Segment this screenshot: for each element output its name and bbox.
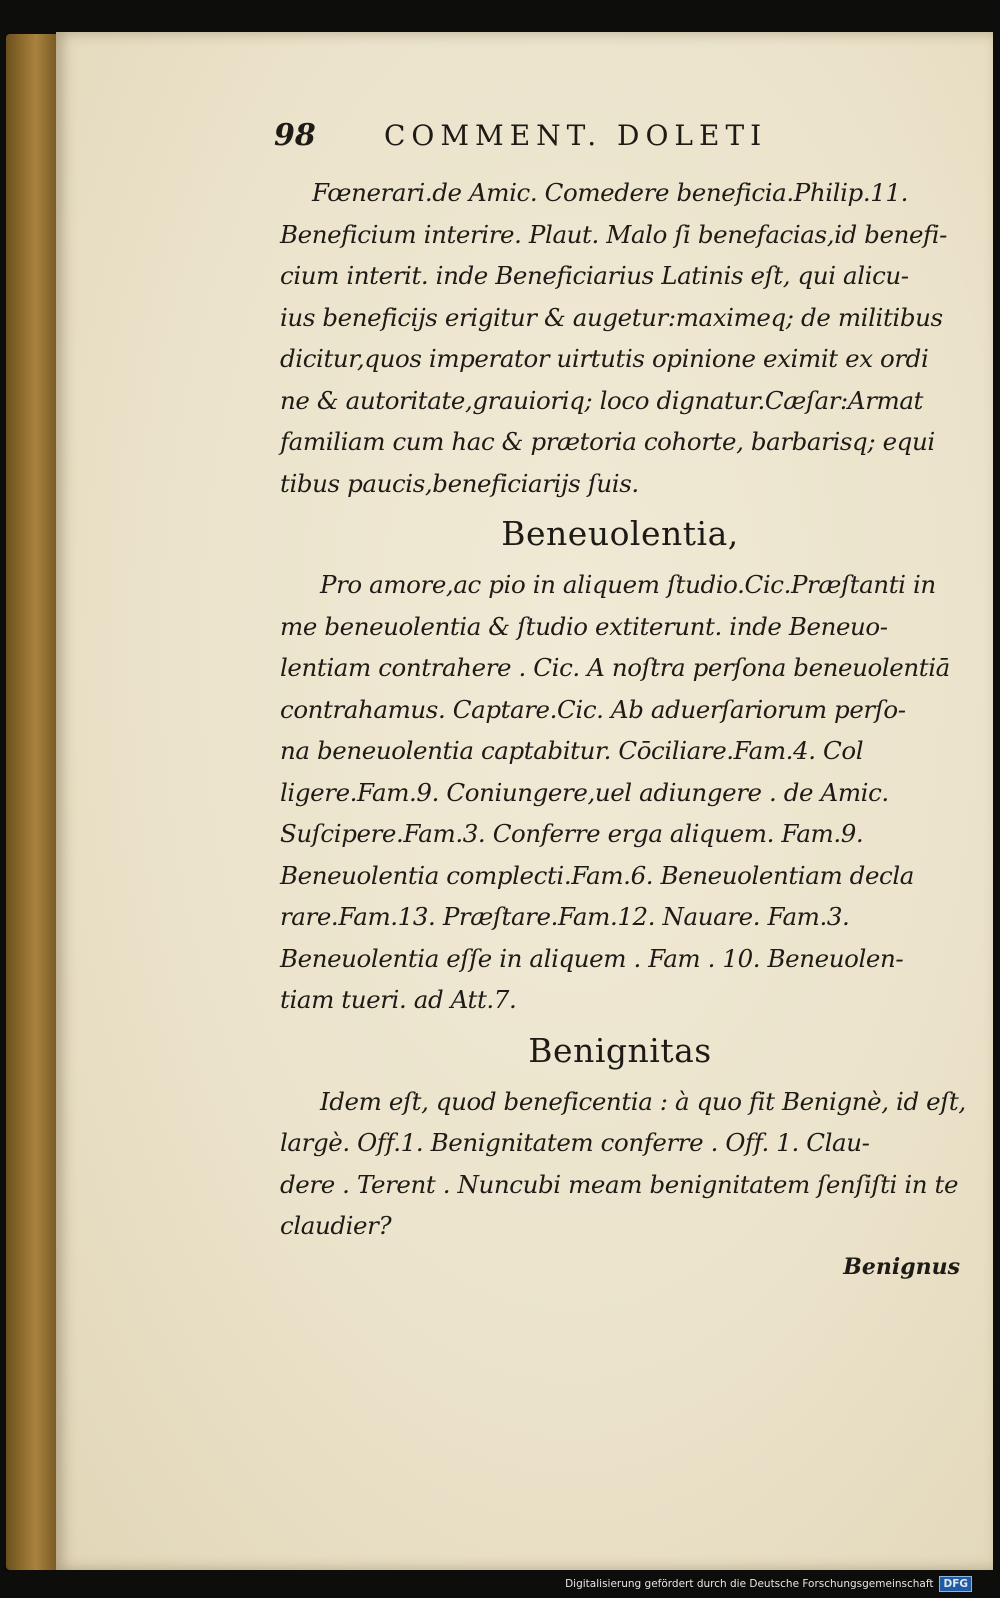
text-line: largè. Off.1. Benignitatem conferre . Off. 1. Clau-: [280, 1128, 870, 1157]
text-line: tiam tueri. ad Att.7.: [280, 985, 517, 1014]
text-line: me beneuolentia & ſtudio extiterunt. inde Beneuo-: [280, 611, 888, 641]
text-line: ne & autoritate,grauioriq; loco dignatur.Cæſar:Armat: [280, 385, 923, 415]
text-line: Fœnerari.de Amic. Comedere beneficia.Philip.11.: [312, 178, 908, 207]
text-line: contrahamus. Captare.Cic. Ab aduerſariorum perſo-: [280, 694, 906, 724]
text-line: Idem eſt, quod beneficentia : à quo fit Benignè, id eſt,: [320, 1086, 966, 1116]
text-line: Beneficium interire. Plaut. Malo ſi benefacias,id benefi-: [280, 219, 948, 249]
footer-credit: Digitalisierung gefördert durch die Deutsche Forschungsgemeinschaft: [565, 1578, 934, 1590]
text-line: Beneuolentia complecti.Fam.6. Beneuolentiam decla: [280, 860, 915, 890]
catchword: Benignus: [843, 1253, 960, 1280]
text-line: ius beneficijs erigitur & augetur:maximeq; de militibus: [280, 302, 943, 332]
text-line: lentiam contrahere . Cic. A noſtra perſona beneuolentiā: [280, 653, 950, 682]
page-header: [274, 118, 960, 172]
text-line: na beneuolentia captabitur. Cōciliare.Fam.4. Col: [280, 736, 864, 765]
text-line: tibus paucis,beneficiarijs ſuis.: [280, 468, 639, 498]
page-number: 98: [274, 118, 316, 153]
page-text: [274, 118, 966, 1287]
text-line: Suſcipere.Fam.3. Conferre erga aliquem. Fam.9.: [280, 819, 864, 848]
text-line: claudier?: [280, 1211, 392, 1240]
text-line: ligere.Fam.9. Coniungere,uel adiungere . de Amic.: [280, 777, 889, 807]
dfg-logo-icon: DFG: [939, 1576, 972, 1592]
text-line: Beneuolentia eſſe in aliquem . Fam . 10. Beneuolen-: [280, 943, 904, 973]
text-line: Pro amore,ac pio in aliquem ſtudio.Cic.Præſtanti in: [320, 570, 936, 599]
digitization-footer: [565, 1574, 972, 1594]
running-head: COMMENT. DOLETI: [384, 119, 768, 152]
text-line: dere . Terent . Nuncubi meam benignitatem ſenſiſti in te: [280, 1169, 959, 1199]
entry-heading-beneuolentia: Beneuolentia,: [501, 514, 739, 553]
text-line: dicitur,quos imperator uirtutis opinione eximit ex ordi: [280, 344, 929, 373]
text-line: cium interit. inde Beneficiarius Latinis eſt, qui alicu-: [280, 261, 909, 290]
text-line: rare.Fam.13. Præſtare.Fam.12. Nauare. Fam.3.: [280, 902, 850, 931]
text-line: familiam cum hac & prætoria cohorte, barbarisq; equi: [280, 427, 935, 456]
book-spine-edge: [6, 34, 56, 1570]
entry-heading-benignitas: Benignitas: [528, 1030, 712, 1070]
